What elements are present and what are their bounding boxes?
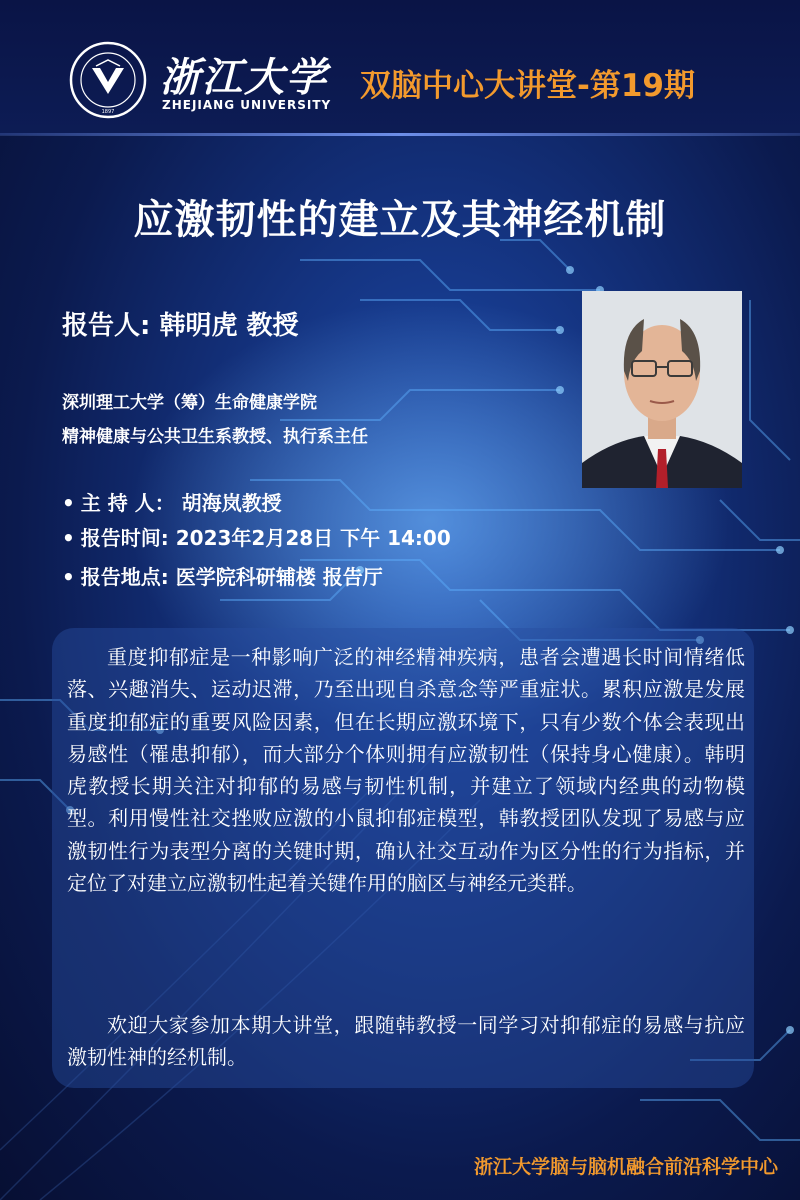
bullet-icon: •	[62, 491, 75, 515]
speaker-affiliation-line1: 深圳理工大学（筹）生命健康学院	[62, 393, 317, 413]
time-text: 报告时间: 2023年2月28日 下午 14:00	[80, 526, 451, 550]
header-divider	[0, 133, 800, 136]
detail-host	[62, 487, 282, 516]
abstract-panel	[52, 628, 754, 1088]
speaker-photo	[582, 291, 742, 488]
bullet-icon: •	[62, 565, 75, 589]
lecture-title: 应激韧性的建立及其神经机制	[133, 197, 667, 243]
detail-location	[62, 561, 383, 590]
location-text: 报告地点: 医学院科研辅楼 报告厅	[80, 565, 383, 589]
detail-time	[62, 522, 451, 551]
abstract-paragraph-1: 重度抑郁症是一种影响广泛的神经精神疾病，患者会遭遇长时间情绪低落、兴趣消失、运动迟滞，乃至出现自杀意念等严重症状。累积应激是发展重度抑郁症的重要风险因素，但在长期应激环境下，只有少数个体会表现出易感性（罹患抑郁），而大部分个体则拥有应激韧性（保持身心健康）。韩明虎教授长期关注对抑郁的易感与韧性机制，并建立了领域内经典的动物模型。利用慢性社交挫败应激的小鼠抑郁症模型，韩教授团队发现了易感与应激韧性行为表型分离的关键时期，确认社交互动作为区分性的行为指标，并定位了对建立应激韧性起着关键作用的脑区与神经元类群。	[67, 645, 745, 896]
speaker-affiliation-line2: 精神健康与公共卫生系教授、执行系主任	[62, 427, 368, 447]
speaker-name: 报告人: 韩明虎 教授	[62, 311, 299, 341]
university-seal-logo	[68, 40, 148, 120]
lecture-series-title: 双脑中心大讲堂-第19期	[360, 68, 696, 104]
abstract-paragraph-2: 欢迎大家参加本期大讲堂，跟随韩教授一同学习对抑郁症的易感与抗应激韧性神的经机制。	[67, 1013, 745, 1070]
svg-text:1897: 1897	[101, 109, 115, 115]
bullet-icon: •	[62, 526, 75, 550]
university-name-en: ZHEJIANG UNIVERSITY	[162, 98, 332, 112]
organizer-footer: 浙江大学脑与脑机融合前沿科学中心	[473, 1156, 778, 1178]
university-name-cn: 浙江大学	[160, 54, 328, 101]
host-text: 主 持 人： 胡海岚教授	[80, 491, 282, 515]
